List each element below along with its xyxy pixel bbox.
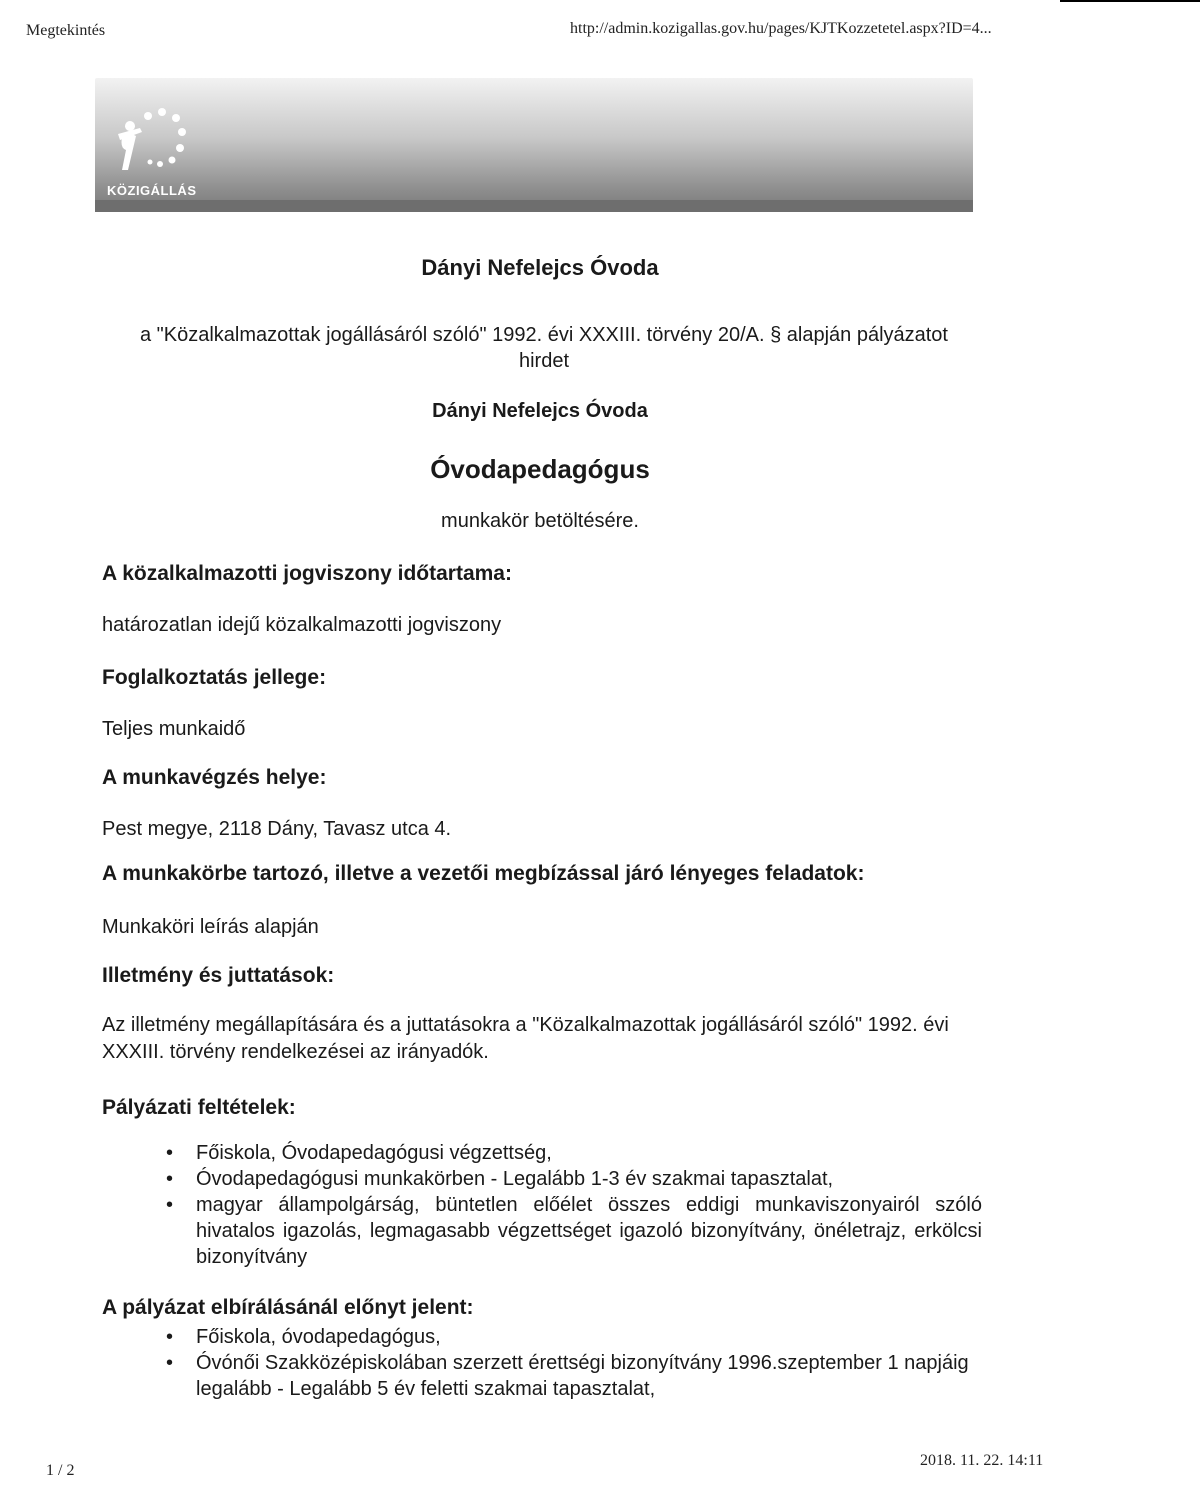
section-advantages: [102, 1296, 982, 1320]
section-heading: A munkakörbe tartozó, illetve a vezetői megbízással járó lényeges feladatok:: [102, 862, 865, 885]
section-workplace-body: [102, 816, 982, 843]
section-heading: A munkavégzés helye:: [102, 766, 327, 789]
list-item: • Óvónői Szakközépiskolában szerzett érettségi bizonyítvány 1996.szeptember 1 napjáig legalább - Legalább 5 év feletti szakmai tapasztalat,: [196, 1350, 982, 1402]
section-text: Pest megye, 2118 Dány, Tavasz utca 4.: [102, 818, 452, 840]
section-text: Munkaköri leírás alapján: [102, 916, 319, 938]
section-duration: [102, 562, 982, 586]
intro-text: a "Közalkalmazottak jogállásáról szóló" 1992. évi XXXIII. törvény 20/A. § alapján pályázatot hirdet: [140, 324, 948, 372]
kozigallas-banner: [95, 78, 973, 211]
section-heading: Pályázati feltételek:: [102, 1096, 296, 1119]
print-header-title: Megtekintés: [26, 22, 106, 39]
section-duration-body: [102, 612, 982, 639]
section-employment-type-body: [102, 716, 982, 743]
print-timestamp: 2018. 11. 22. 14:11: [920, 1452, 1044, 1469]
list-item: • Főiskola, óvodapedagógus,: [196, 1324, 982, 1350]
section-salary-body: [102, 1012, 982, 1066]
section-tasks: [102, 862, 1002, 886]
section-conditions: [102, 1096, 982, 1120]
list-item: • Főiskola, Óvodapedagógusi végzettség,: [196, 1140, 982, 1166]
section-salary: [102, 964, 982, 988]
section-employment-type: [102, 666, 982, 690]
institution-name: Dányi Nefelejcs Óvoda: [432, 400, 648, 422]
section-text: határozatlan idejű közalkalmazotti jogviszony: [102, 614, 502, 636]
advantages-list-wrap: [102, 1324, 982, 1402]
section-workplace: [102, 766, 982, 790]
page-number: 1 / 2: [46, 1462, 75, 1479]
section-heading: Foglalkoztatás jellege:: [102, 666, 327, 689]
conditions-list-wrap: [102, 1140, 982, 1270]
section-heading: A közalkalmazotti jogviszony időtartama:: [102, 562, 512, 585]
employer-title: Dányi Nefelejcs Óvoda: [421, 255, 659, 280]
section-text: Teljes munkaidő: [102, 718, 246, 740]
conditions-list: [102, 1140, 982, 1270]
section-tasks-body: [102, 914, 982, 941]
list-item: • magyar állampolgárság, büntetlen előélet összes eddigi munkaviszonyairól szóló hivatalos igazolás, legmagasabb végzettséget igazoló bizonyítvány, önéletrajz, erkölcsi bizonyítvány: [196, 1192, 982, 1270]
position-subtitle: munkakör betöltésére.: [441, 510, 639, 532]
kozigallas-logo-text: KÖZIGÁLLÁS: [107, 183, 197, 198]
section-heading: Illetmény és juttatások:: [102, 964, 335, 987]
section-text: Az illetmény megállapítására és a juttatásokra a "Közalkalmazottak jogállásáról szóló" 1992. évi XXXIII. törvény rendelkezései az irányadók.: [102, 1014, 949, 1063]
print-header-url: http://admin.kozigallas.gov.hu/pages/KJTKozzetetel.aspx?ID=4...: [570, 20, 992, 37]
section-heading: A pályázat elbírálásánál előnyt jelent:: [102, 1296, 474, 1319]
list-item: • Óvodapedagógusi munkakörben - Legalább 1-3 év szakmai tapasztalat,: [196, 1166, 982, 1192]
banner-bottom-edge: [95, 200, 973, 212]
position-title: Óvodapedagógus: [430, 454, 650, 484]
advantages-list: [102, 1324, 982, 1402]
top-edge-line: [1060, 0, 1200, 2]
